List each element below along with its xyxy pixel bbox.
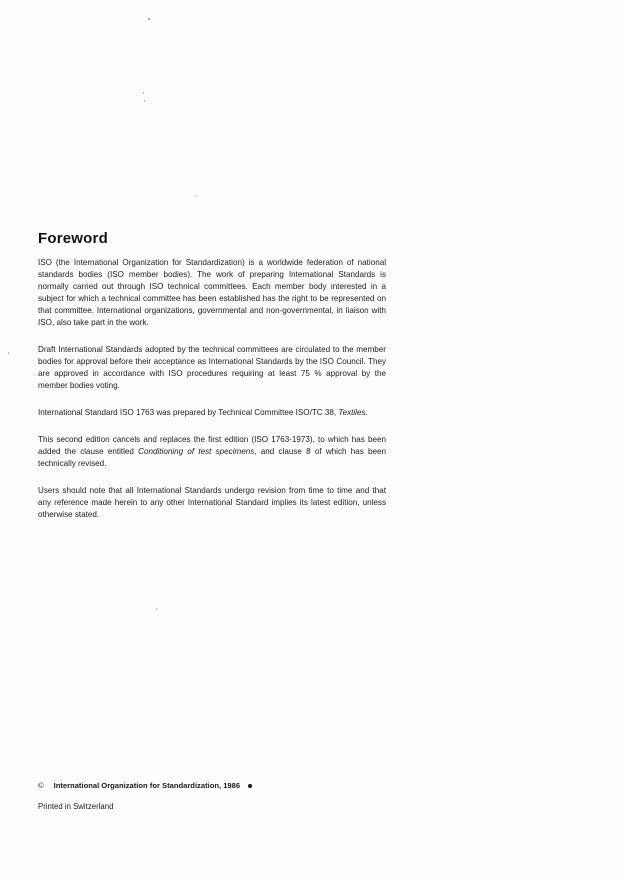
paragraph-draft-standards: Draft International Standards adopted by the technical committees are circulated to the member bodies for approval before their acceptance as International Standards by the ISO Council. They are approved in accordance with ISO procedures requiring at least 75 % approval by the member bodies voting. xyxy=(38,345,386,390)
paragraph-emphasis: Conditioning of test specimens xyxy=(138,447,255,456)
paragraph-second-edition xyxy=(38,434,386,470)
scan-speck xyxy=(144,100,145,102)
paragraph-users-note: Users should note that all International Standards undergo revision from time to time and that any reference made herein to any other International Standard implies its latest edition, unless otherwise stated. xyxy=(38,486,386,519)
copyright-line xyxy=(38,781,252,790)
paragraph-text: . xyxy=(365,408,368,417)
foreword-body xyxy=(38,257,386,536)
scan-speck xyxy=(156,608,157,610)
paragraph-iso-intro: ISO (the International Organization for Standardization) is a worldwide federation of national standards bodies (ISO member bodies). The work of preparing International Standards is normally carried out through ISO technical committees. Each member body interested in a subject for which a technical committee has been established has the right to be represented on that committee. International organizations, governmental and non-governmental, in liaison with ISO, also take part in the work. xyxy=(38,258,386,327)
printed-in-line: Printed in Switzerland xyxy=(38,802,114,811)
bullet-dot-icon xyxy=(248,784,252,788)
paragraph-text: , and clause 8 of which has been technically revised. xyxy=(38,447,387,468)
scan-speck xyxy=(195,196,196,197)
paragraph-text: International Standard ISO 1763 was prepared by Technical Committee ISO/TC 38, xyxy=(38,408,339,417)
paragraph-prepared-by xyxy=(38,407,386,419)
paragraph-text: This second edition cancels and replaces the first edition (ISO 1763-1973), to which has been added the clause entitled xyxy=(38,435,386,456)
copyright-symbol: © xyxy=(38,781,44,790)
paragraph-emphasis: Textiles xyxy=(338,408,366,417)
copyright-text: International Organization for Standardization, 1986 xyxy=(53,781,241,790)
scan-speck xyxy=(148,18,150,20)
scan-speck xyxy=(8,352,9,354)
page-title: Foreword xyxy=(38,230,108,247)
scan-speck xyxy=(143,92,144,94)
